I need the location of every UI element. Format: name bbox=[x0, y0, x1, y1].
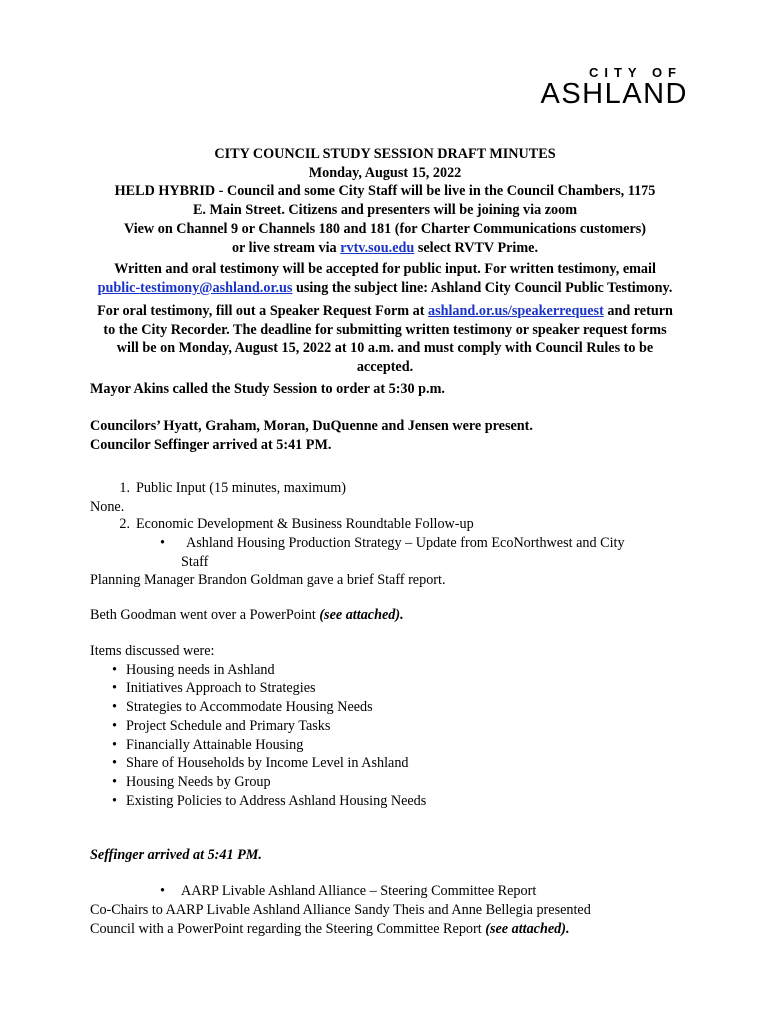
item-number: 2. bbox=[119, 516, 130, 532]
bullet-icon: • bbox=[112, 736, 117, 753]
oral-testimony-notice: For oral testimony, fill out a Speaker Request Form at ashland.or.us/speakerrequest and return to the City Recorder. The deadline for submitting written testimony or speaker request forms will be on Monday, August 15, 2022 at 10 a.m. and must comply with Council Rules to be accepted. bbox=[97, 303, 673, 376]
document-title: CITY COUNCIL STUDY SESSION DRAFT MINUTES bbox=[214, 146, 556, 162]
hybrid-notice-line-1: HELD HYBRID - Council and some City Staff will be live in the Council Chambers, 1175 bbox=[114, 183, 656, 200]
bullet-icon: • bbox=[160, 883, 165, 899]
item-result: None. bbox=[90, 498, 125, 515]
call-to-order: Mayor Akins called the Study Session to order at 5:30 p.m. bbox=[90, 381, 445, 397]
testimony-email-link[interactable]: public-testimony@ashland.or.us bbox=[97, 279, 293, 296]
list-item: • Share of Households by Income Level in Ashland bbox=[112, 755, 409, 772]
bullet-icon: • bbox=[112, 661, 117, 678]
hybrid-notice-line-2: E. Main Street. Citizens and presenters will be joining via zoom bbox=[192, 202, 578, 219]
councilors-present: Councilors’ Hyatt, Graham, Moran, DuQuenne and Jensen were present. bbox=[90, 418, 533, 434]
bullet-icon: • bbox=[160, 535, 165, 551]
aarp-bullet: • AARP Livable Ashland Alliance – Steering Committee Report bbox=[160, 883, 537, 899]
list-item: • Project Schedule and Primary Tasks bbox=[112, 717, 331, 734]
item-title: Public Input (15 minutes, maximum) bbox=[136, 480, 347, 496]
list-item: • Existing Policies to Address Ashland Housing Needs bbox=[112, 792, 427, 809]
stream-notice: or live stream via rvtv.sou.edu select RVTV Prime. bbox=[231, 239, 539, 256]
bullet-icon: • bbox=[112, 699, 117, 716]
list-item: • Housing Needs by Group bbox=[112, 773, 271, 790]
logo-ashland: ASHLAND bbox=[540, 78, 688, 110]
logo-city-of: CITY OF bbox=[588, 65, 682, 80]
list-item: • Financially Attainable Housing bbox=[112, 736, 304, 753]
meeting-date: Monday, August 15, 2022 bbox=[308, 164, 462, 181]
bullet-icon: • bbox=[112, 680, 117, 697]
seffinger-arrival: Seffinger arrived at 5:41 PM. bbox=[90, 847, 262, 863]
attendance bbox=[90, 417, 533, 454]
bullet-icon: • bbox=[112, 792, 117, 809]
item-title: Economic Development & Business Roundtable Follow-up bbox=[136, 516, 474, 532]
city-logo bbox=[541, 66, 689, 109]
bullet-icon: • bbox=[112, 773, 117, 790]
items-discussed bbox=[90, 642, 426, 810]
speaker-request-link[interactable]: ashland.or.us/speakerrequest bbox=[427, 303, 604, 319]
agenda-item-2 bbox=[90, 515, 474, 534]
staff-report: Planning Manager Brandon Goldman gave a brief Staff report. bbox=[90, 572, 446, 588]
channel-notice: View on Channel 9 or Channels 180 and 181 (for Charter Communications customers) bbox=[123, 220, 647, 237]
items-list bbox=[90, 661, 426, 811]
written-testimony-notice: Written and oral testimony will be accepted for public input. For written testimony, email public-testimony@ashland.or.us using the subject line: Ashland City Council Public Testimony. bbox=[97, 261, 673, 296]
items-heading: Items discussed were: bbox=[90, 643, 215, 659]
agenda-item-1 bbox=[90, 479, 346, 516]
list-item: • Strategies to Accommodate Housing Needs bbox=[112, 699, 373, 716]
agenda-item-2-bullet: • Ashland Housing Production Strategy – Update from EcoNorthwest and City Staff bbox=[160, 535, 625, 570]
item-number: 1. bbox=[119, 480, 130, 496]
list-item: • Housing needs in Ashland bbox=[112, 661, 275, 678]
list-item: • Initiatives Approach to Strategies bbox=[112, 680, 316, 697]
bullet-icon: • bbox=[112, 755, 117, 772]
rvtv-link[interactable]: rvtv.sou.edu bbox=[340, 239, 415, 256]
bullet-icon: • bbox=[112, 717, 117, 734]
aarp-summary: Co-Chairs to AARP Livable Ashland Alliance Sandy Theis and Anne Bellegia presented Council with a PowerPoint regarding the Steering Committee Report (see attached). bbox=[90, 902, 591, 937]
document-header bbox=[60, 145, 710, 257]
powerpoint-note: Beth Goodman went over a PowerPoint (see attached). bbox=[90, 607, 404, 623]
councilor-late: Councilor Seffinger arrived at 5:41 PM. bbox=[90, 436, 332, 453]
